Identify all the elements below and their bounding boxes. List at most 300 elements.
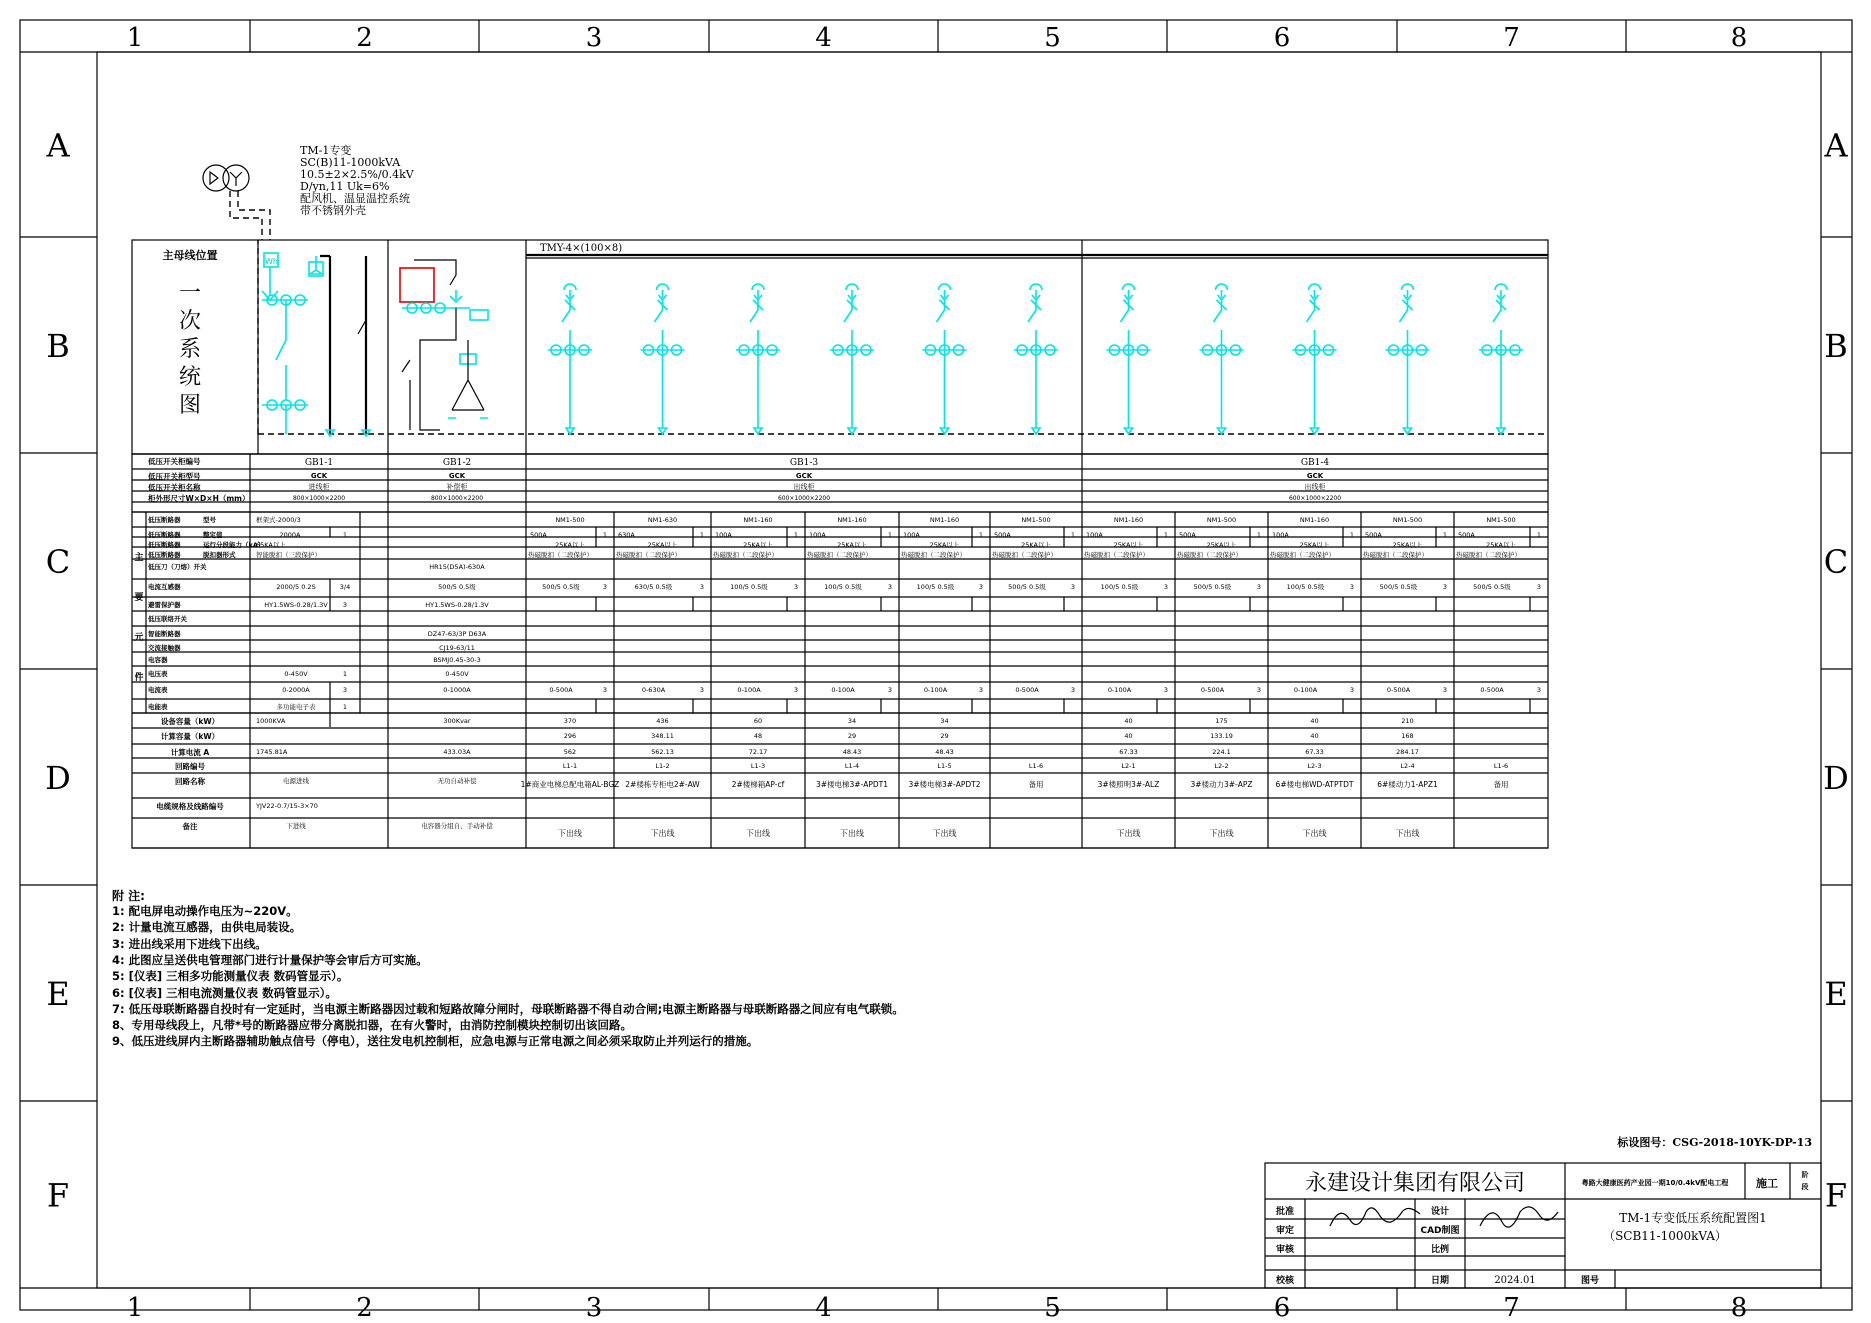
grid-row-left: F <box>46 1176 70 1215</box>
feeder-setting: 100A <box>1272 531 1289 539</box>
feeder-symbol <box>1479 284 1523 434</box>
grid-col-top: 4 <box>815 23 832 53</box>
incoming-cable: YJV22-0.7/15-3×70 <box>256 802 318 810</box>
primary-title <box>163 248 218 418</box>
grid-row-left: E <box>46 975 70 1013</box>
feeder-symbols <box>548 284 1523 434</box>
panel-id: GB1-2 <box>442 458 472 468</box>
feeder-breaker: NM1-160 <box>1113 516 1144 524</box>
panel-name: 出线柜 <box>793 483 815 491</box>
drawing-title: TM-1专变低压系统配置图1 <box>1619 1211 1767 1225</box>
feeder-circuit-no: L1-6 <box>1493 762 1509 770</box>
feeder-qty: 1 <box>887 531 893 539</box>
grid-col-bottom: 5 <box>1044 1293 1061 1323</box>
feeder-breaker: NM1-160 <box>1299 516 1330 524</box>
feeder-remark: 下出线 <box>746 829 770 838</box>
feeder-ka: 25KA以上 <box>1299 541 1330 549</box>
incoming-setting: 2000A <box>279 531 301 539</box>
approval-row: 审定 <box>1275 1226 1295 1236</box>
feeder-ka: 25KA以上 <box>647 541 678 549</box>
feeder-ameter-qty: 3 <box>1442 686 1448 694</box>
feeder-circuit-name: 3#楼电梯3#-APDT1 <box>815 780 889 789</box>
incoming-vmeter: 0-450V <box>284 670 308 678</box>
approval-row: 批准 <box>1275 1207 1295 1217</box>
feeder-ameter-qty: 3 <box>978 686 984 694</box>
feeder-calc: 29 <box>847 732 857 740</box>
feeder-ka: 25KA以上 <box>929 541 960 549</box>
feeder-trip: 热磁脱扣（二段保护） <box>1084 551 1149 559</box>
feeder-symbol <box>1293 284 1337 434</box>
row-header: 柜外形尺寸W×D×H（mm） <box>148 494 250 503</box>
feeder-ct-qty: 3 <box>602 583 608 591</box>
feeder-trip: 热磁脱扣（二段保护） <box>616 551 681 559</box>
grid-row-left: D <box>45 759 71 797</box>
feeder-ka: 25KA以上 <box>1021 541 1051 549</box>
stage-label: 段 <box>1801 1183 1809 1191</box>
feeder-breaker: NM1-500 <box>1486 516 1516 524</box>
transformer-spec-line: 配风机、温显温控系统 <box>300 192 410 205</box>
feeder-ct-qty: 3 <box>1442 583 1448 591</box>
feeder-circuit-no: L1-5 <box>937 762 952 770</box>
feeder-qty: 1 <box>1070 531 1076 539</box>
row-header: 低压开关柜编号 <box>148 457 201 466</box>
component-row-label: 交流接触器 <box>148 644 181 652</box>
component-row-label: 智能断路器 <box>148 630 181 638</box>
comp-capacity: 300Kvar <box>443 717 471 725</box>
feeder-remark: 下出线 <box>932 829 957 838</box>
standard-number: 标设图号：CSG-2018-10YK-DP-13 <box>1617 1136 1812 1149</box>
feeder-ameter-qty: 3 <box>1163 686 1169 694</box>
incoming-ameter-qty: 3 <box>342 686 348 694</box>
feeder-ka: 25KA以上 <box>1486 541 1516 549</box>
feeder-ka: 25KA以上 <box>1113 541 1144 549</box>
comp-ct: 500/5 0.5级 <box>438 583 476 591</box>
feeder-circuit-name: 备用 <box>1493 780 1509 789</box>
approval-row: 校核 <box>1275 1276 1295 1286</box>
note-line: 4: 此图应呈送供电管理部门进行计量保护等会审后方可实施。 <box>112 952 428 967</box>
incoming-arrester-qty: 3 <box>342 601 348 609</box>
feeder-ka: 25KA以上 <box>555 541 585 549</box>
feeder-circuit-name: 1#商业电梯总配电箱AL-BGZ <box>520 780 620 789</box>
feeder-capacity: 60 <box>753 717 763 725</box>
feeder-qty: 1 <box>978 531 984 539</box>
feeder-qty: 1 <box>793 531 799 539</box>
signature-2 <box>1480 1207 1558 1227</box>
row-header: 低压开关柜名称 <box>148 483 201 492</box>
feeder-ameter-qty: 3 <box>1256 686 1262 694</box>
feeder-ct: 100/5 0.5级 <box>1100 583 1139 591</box>
feeder-setting: 100A <box>903 531 920 539</box>
title-block <box>1265 1135 1821 1288</box>
grid-col-top: 1 <box>126 23 144 53</box>
feeder-setting: 500A <box>994 531 1011 539</box>
outer-frame <box>20 20 1852 1310</box>
component-row-label: 电能表 <box>148 703 168 711</box>
feeder-calc: 40 <box>1124 732 1133 740</box>
feeder-ameter: 0-100A <box>1293 686 1318 694</box>
transformer-spec-line: 10.5±2×2.5%/0.4kV <box>300 168 414 181</box>
comp-capacitor: BSMJ0.45-30-3 <box>433 656 481 664</box>
transformer-spec-line: TM-1专变 <box>300 144 352 157</box>
primary-vertical-char: 次 <box>178 309 202 334</box>
feeder-trip: 热磁脱扣（二段保护） <box>1270 551 1335 559</box>
feeder-remark: 下出线 <box>1395 829 1420 838</box>
svg-text:Wh: Wh <box>265 257 278 266</box>
panel-model: GCK <box>795 472 813 480</box>
feeder-ct-qty: 3 <box>1070 583 1076 591</box>
incoming-ameter: 0-2000A <box>282 686 310 694</box>
component-row-label: 电压表 <box>148 670 168 678</box>
feeder-breaker: NM1-500 <box>1206 516 1237 524</box>
grid-col-top: 8 <box>1730 23 1748 53</box>
feeder-qty: 1 <box>1536 531 1542 539</box>
feeder-symbol <box>736 284 780 434</box>
grid-row-right: B <box>1824 327 1848 365</box>
panel-name: 进线柜 <box>308 483 330 491</box>
feeder-calc: 296 <box>563 732 577 740</box>
panel-model: GCK <box>1306 472 1324 480</box>
comp-circuit: 无功自动补偿 <box>437 777 477 785</box>
feeder-breaker: NM1-160 <box>743 516 773 524</box>
incoming-emeter: 多功能电子表 <box>276 703 316 711</box>
feeder-circuit-name: 6#楼电梯WD-ATPTDT <box>1275 780 1354 789</box>
grid-col-bottom: 7 <box>1503 1293 1520 1323</box>
signature-1 <box>1330 1208 1420 1226</box>
feeder-breaker: NM1-500 <box>1392 516 1423 524</box>
feeder-ameter: 0-100A <box>923 686 948 694</box>
feeder-circuit-no: L2-1 <box>1121 762 1136 770</box>
incoming-breaker: 框架式-2000/3 <box>256 516 301 524</box>
feeder-circuit-no: L1-6 <box>1028 762 1044 770</box>
panel-size: 800×1000×2200 <box>292 495 346 502</box>
comp-vmeter: 0-450V <box>445 670 469 678</box>
approval-row: 审核 <box>1275 1245 1295 1255</box>
component-row-label: 低压刀（刀熔）开关 <box>148 563 207 571</box>
grid-col-bottom: 8 <box>1730 1293 1748 1323</box>
feeder-current: 562 <box>563 748 577 756</box>
grid-row-right: A <box>1824 126 1848 165</box>
component-row-label: 低压断路器 <box>148 516 181 524</box>
feeder-current: 67.33 <box>1119 748 1138 756</box>
feeder-remark: 下出线 <box>1302 829 1327 838</box>
feeder-ameter: 0-100A <box>737 686 761 694</box>
feeder-remark: 下出线 <box>1116 829 1141 838</box>
row-header: 低压开关柜型号 <box>148 472 201 481</box>
feeder-capacity: 40 <box>1310 717 1319 725</box>
feeder-ameter: 0-630A <box>641 686 666 694</box>
primary-vertical-char: 统 <box>178 365 202 390</box>
feeder-ameter: 0-500A <box>1200 686 1225 694</box>
feeder-trip: 热磁脱扣（二段保护） <box>807 551 872 559</box>
feeder-ct: 100/5 0.5级 <box>1286 583 1325 591</box>
feeder-remark: 下出线 <box>1209 829 1234 838</box>
feeder-symbol <box>830 284 874 434</box>
feeder-ct-qty: 3 <box>887 583 893 591</box>
bottom-row-label: 计算容量（kW） <box>160 732 220 741</box>
feeder-ct: 500/5 0.5级 <box>1379 583 1418 591</box>
feeder-remark: 下出线 <box>840 829 864 838</box>
panel-size: 800×1000×2200 <box>430 495 484 502</box>
feeder-current: 224.1 <box>1212 748 1231 756</box>
component-row-label: 电流互感器 <box>148 583 181 591</box>
feeder-ameter-qty: 3 <box>887 686 893 694</box>
equipment-table <box>132 454 1548 848</box>
feeder-current: 48.43 <box>842 748 862 756</box>
comp-contactor: CJ19-63/11 <box>439 644 475 652</box>
feeder-ct-qty: 3 <box>1256 583 1262 591</box>
grid-col-top: 2 <box>356 23 373 53</box>
project-name: 粤路大健康医药产业园一期10/0.4kV配电工程 <box>1581 1179 1729 1187</box>
comp-breaker: DZ47-63/3P D63A <box>427 630 487 638</box>
feeder-ct: 630/5 0.5级 <box>634 583 673 591</box>
feeder-current: 67.33 <box>1305 748 1324 756</box>
bottom-row-label: 电缆规格及线路编号 <box>156 802 224 811</box>
grid-row-right: C <box>1823 543 1849 581</box>
stage: 施工 <box>1756 1177 1778 1190</box>
bottom-row-label: 设备容量（kW） <box>160 717 220 726</box>
incoming-circuit: 电源进线 <box>283 777 309 785</box>
feeder-setting: 500A <box>1458 531 1475 539</box>
side-header: 要 <box>134 593 144 603</box>
feeder-breaker: NM1-160 <box>929 516 960 524</box>
incoming-qty: 1 <box>342 531 348 539</box>
incoming-capacity: 65KA以上 <box>256 541 286 549</box>
note-line: 5: [仪表] 三相多功能测量仪表 数码管显示）。 <box>112 969 349 984</box>
feeder-ct-qty: 3 <box>699 583 705 591</box>
panel-size: 600×1000×2200 <box>1288 495 1342 502</box>
feeder-remark: 下出线 <box>558 829 582 838</box>
feeder-ameter: 0-500A <box>1480 686 1504 694</box>
side-header: 主 <box>134 553 144 563</box>
bottom-row-label: 回路名称 <box>175 777 205 786</box>
comp-current: 433.03A <box>443 748 471 756</box>
feeder-setting: 500A <box>1179 531 1196 539</box>
component-row-label: 低压断路器 <box>148 551 181 559</box>
primary-vertical-char: 一 <box>178 281 202 306</box>
grid-col-top: 5 <box>1044 23 1061 53</box>
feeder-current: 284.17 <box>1396 748 1419 756</box>
feeder-current: 562.13 <box>651 748 674 756</box>
note-line: 9、低压进线屏内主断路器辅助触点信号（停电），送往发电机控制柜，应急电源与正常电源之间必须采取防止并列运行的措施。 <box>112 1034 759 1049</box>
feeder-circuit-no: L2-4 <box>1400 762 1415 770</box>
feeder-trip: 热磁脱扣（二段保护） <box>1177 551 1242 559</box>
feeder-setting: 100A <box>809 531 826 539</box>
comp-switch: HR15(D5A)-630A <box>429 563 485 571</box>
company-name: 永建设计集团有限公司 <box>1304 1171 1526 1196</box>
feeder-ameter-qty: 3 <box>793 686 799 694</box>
feeder-current: 72.17 <box>748 748 768 756</box>
component-row-label: 电流表 <box>148 686 168 694</box>
grid-col-bottom: 2 <box>356 1293 373 1323</box>
feeder-circuit-no: L1-3 <box>750 762 766 770</box>
panel-model: GCK <box>310 472 328 480</box>
feeder-ct-qty: 3 <box>978 583 984 591</box>
feeder-breaker: NM1-500 <box>555 516 585 524</box>
incoming-trip: 智能脱扣（三段保护） <box>256 551 321 559</box>
transformer-symbol <box>203 165 270 240</box>
feeder-ka: 25KA以上 <box>1206 541 1237 549</box>
grid-row-right: E <box>1824 975 1848 1013</box>
feeder-ameter-qty: 3 <box>602 686 608 694</box>
feeder-ct: 100/5 0.5级 <box>730 583 768 591</box>
component-row-sub: 运行分段能力（kA） <box>203 541 265 549</box>
incoming-ct-qty: 3/4 <box>339 583 351 591</box>
feeder-ct-qty: 3 <box>1163 583 1169 591</box>
primary-diagram <box>132 240 1548 454</box>
feeder-qty: 1 <box>699 531 705 539</box>
feeder-symbol <box>1014 284 1058 434</box>
component-row-label: 低压联络开关 <box>148 615 187 623</box>
feeder-circuit-name: 3#楼照明3#-ALZ <box>1097 780 1160 789</box>
transformer-spec-line: 带不锈钢外壳 <box>300 204 366 217</box>
feeder-qty: 1 <box>602 531 608 539</box>
component-row-sub: 型号 <box>203 516 216 524</box>
feeder-ka: 25KA以上 <box>1392 541 1423 549</box>
feeder-breaker: NM1-500 <box>1021 516 1051 524</box>
incoming-panel-symbols <box>262 253 370 436</box>
primary-title-text: 主母线位置 <box>162 249 218 262</box>
feeder-remark: 下出线 <box>650 829 675 838</box>
note-line: 1: 配电屏电动操作电压为~220V。 <box>112 904 298 918</box>
feeder-circuit-name: 6#楼动力1-APZ1 <box>1377 780 1438 789</box>
feeder-setting: 100A <box>1086 531 1103 539</box>
feeder-symbol <box>923 284 967 434</box>
feeder-capacity: 175 <box>1215 717 1228 725</box>
date: 2024.01 <box>1494 1275 1536 1286</box>
component-row-label: 低压断路器 <box>148 531 181 539</box>
panel-size: 600×1000×2200 <box>777 495 831 502</box>
transformer-spec-line: D/yn,11 Uk=6% <box>300 180 390 193</box>
design-row: 日期 <box>1430 1276 1450 1286</box>
busbar-label <box>540 243 622 254</box>
feeder-trip: 热磁脱扣（二段保护） <box>1456 551 1521 559</box>
feeder-ameter-qty: 3 <box>1349 686 1355 694</box>
stage-label: 阶 <box>1801 1171 1809 1179</box>
incoming-vmeter-qty: 1 <box>342 670 348 678</box>
feeder-ameter-qty: 3 <box>699 686 705 694</box>
feeder-ct: 100/5 0.5级 <box>824 583 862 591</box>
feeder-breaker: NM1-160 <box>837 516 867 524</box>
note-line: 8、专用母线段上，凡带*号的断路器应带分离脱扣器，在有火警时，由消防控制模块控制切出该回路。 <box>112 1018 633 1033</box>
panel-name: 出线柜 <box>1304 483 1326 491</box>
feeder-capacity: 40 <box>1124 717 1133 725</box>
bottom-row-label: 备注 <box>182 822 198 831</box>
panel-name: 补偿柜 <box>446 483 468 491</box>
feeder-circuit-no: L2-2 <box>1214 762 1229 770</box>
feeder-ct: 500/5 0.5级 <box>1473 583 1511 591</box>
feeder-symbol <box>1386 284 1430 434</box>
feeder-symbol <box>1107 284 1151 434</box>
feeder-symbol <box>548 284 592 434</box>
incoming-ct: 2000/5 0.2S <box>276 583 316 591</box>
feeder-setting: 500A <box>530 531 547 539</box>
feeder-qty: 1 <box>1256 531 1262 539</box>
notes-title: 附 注: <box>112 889 145 903</box>
figure-number-label: 图号 <box>1580 1276 1600 1286</box>
feeder-ka: 25KA以上 <box>837 541 867 549</box>
feeder-calc: 348.11 <box>651 732 674 740</box>
comp-ameter: 0-1000A <box>443 686 471 694</box>
feeder-setting: 100A <box>715 531 732 539</box>
feeder-ct-qty: 3 <box>1536 583 1542 591</box>
drawing-subtitle: （SCB11-1000kVA） <box>1603 1229 1727 1243</box>
feeder-ameter: 0-500A <box>549 686 573 694</box>
feeder-calc: 29 <box>940 732 949 740</box>
feeder-symbol <box>641 284 685 434</box>
feeder-ct: 500/5 0.5级 <box>1008 583 1046 591</box>
feeder-qty: 1 <box>1442 531 1448 539</box>
panel-id: GB1-4 <box>1300 458 1330 468</box>
feeder-ct: 500/5 0.5级 <box>1193 583 1232 591</box>
feeder-circuit-no: L1-1 <box>562 762 578 770</box>
feeder-setting: 630A <box>618 531 635 539</box>
feeder-ameter-qty: 3 <box>1070 686 1076 694</box>
incoming-remark: 下进线 <box>286 822 306 830</box>
feeder-calc: 40 <box>1310 732 1319 740</box>
grid-row-right: F <box>1824 1176 1848 1215</box>
grid-col-bottom: 4 <box>815 1293 832 1323</box>
design-row: CAD制图 <box>1420 1226 1460 1236</box>
feeder-circuit-no: L1-2 <box>655 762 670 770</box>
feeder-ameter: 0-500A <box>1386 686 1411 694</box>
grid-row-right: D <box>1823 759 1849 797</box>
feeder-calc: 133.19 <box>1210 732 1233 740</box>
feeder-calc: 168 <box>1401 732 1414 740</box>
grid-col-bottom: 6 <box>1273 1293 1291 1323</box>
feeder-breaker: NM1-630 <box>647 516 678 524</box>
feeder-ct: 500/5 0.5级 <box>542 583 580 591</box>
bottom-row-label: 计算电流 A <box>170 748 210 757</box>
transformer-specs <box>300 143 415 217</box>
bottom-row-label: 回路编号 <box>175 762 205 771</box>
feeder-calc: 48 <box>753 732 763 740</box>
feeder-ameter: 0-100A <box>831 686 855 694</box>
comp-remark: 电容器分组自、手动补偿 <box>421 822 493 830</box>
transformer-spec-line: SC(B)11-1000kVA <box>300 156 401 169</box>
feeder-circuit-no: L1-4 <box>844 762 860 770</box>
incoming-arrester: HY1.5WS-0.28/1.3V <box>264 601 328 609</box>
component-row-sub: 整定值 <box>203 531 223 539</box>
side-header: 元 <box>134 633 144 643</box>
component-row-label: 低压断路器 <box>148 541 181 549</box>
feeder-trip: 热磁脱扣（二段保护） <box>528 551 593 559</box>
feeder-current: 48.43 <box>935 748 954 756</box>
comp-arrester: HY1.5WS-0.28/1.3V <box>425 601 489 609</box>
design-row: 设计 <box>1430 1207 1450 1217</box>
incoming-current: 1745.81A <box>256 748 288 756</box>
component-row-sub: 脱扣器形式 <box>203 551 236 559</box>
compensation-panel-symbols <box>400 260 488 430</box>
feeder-capacity: 210 <box>1401 717 1414 725</box>
panel-id: GB1-3 <box>789 458 819 468</box>
grid-col-bottom: 1 <box>126 1293 144 1323</box>
note-line: 3: 进出线采用下进线下出线。 <box>112 936 267 951</box>
feeder-symbol <box>1200 284 1244 434</box>
incoming-capacity-kw: 1000KVA <box>256 717 286 725</box>
feeder-circuit-name: 2#楼栋专柜电2#-AW <box>625 780 700 789</box>
panel-model: GCK <box>448 472 466 480</box>
feeder-circuit-name: 备用 <box>1028 780 1044 789</box>
grid-col-top: 6 <box>1273 23 1291 53</box>
inner-frame <box>97 52 1821 1288</box>
grid-col-top: 7 <box>1503 23 1520 53</box>
grid-row-left: C <box>45 543 71 581</box>
feeder-qty: 1 <box>1163 531 1169 539</box>
design-row: 比例 <box>1430 1245 1450 1255</box>
feeder-ct: 100/5 0.5级 <box>916 583 955 591</box>
feeder-capacity: 34 <box>940 717 949 725</box>
feeder-qty: 1 <box>1349 531 1355 539</box>
